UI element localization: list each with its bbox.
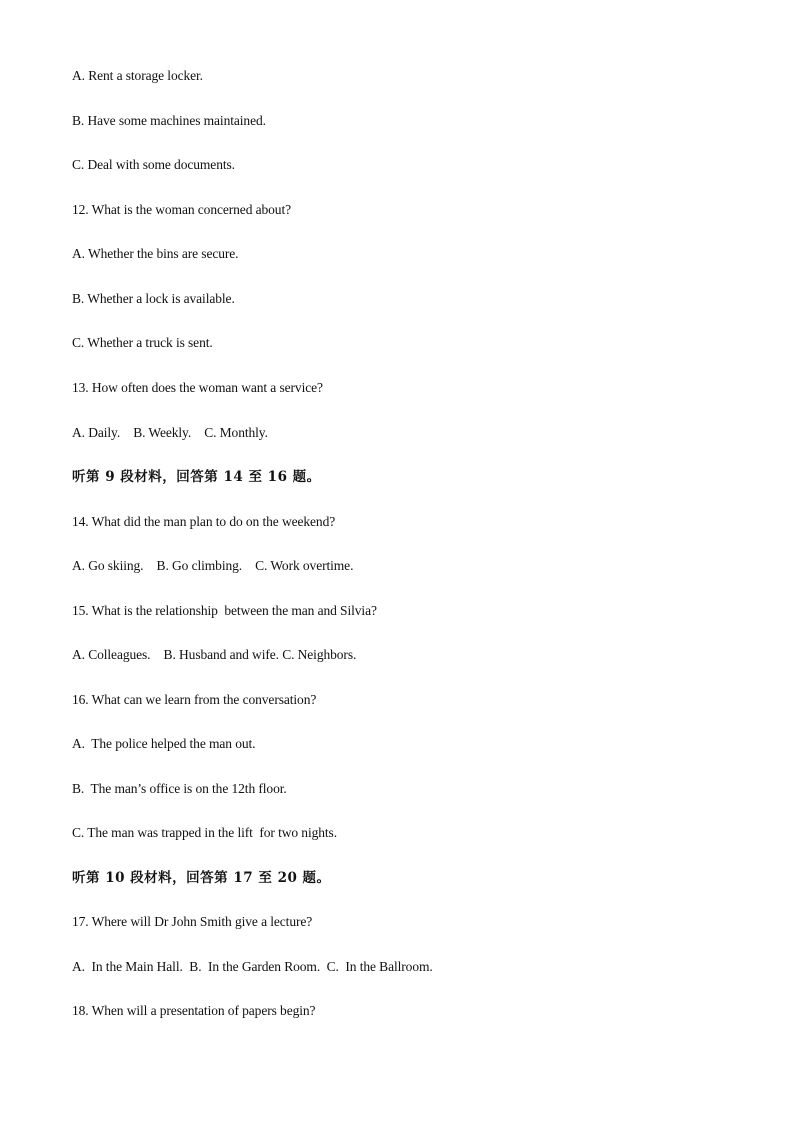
q13-options: A. Daily. B. Weekly. C. Monthly.	[72, 425, 268, 440]
question-15: 15. What is the relationship between the man and Silvia?	[72, 603, 377, 618]
q11-option-a: A. Rent a storage locker.	[72, 68, 203, 83]
q16-option-a: A. The police helped the man out.	[72, 736, 256, 751]
question-13: 13. How often does the woman want a service?	[72, 380, 323, 395]
q17-options: A. In the Main Hall. B. In the Garden Room. C. In the Ballroom.	[72, 959, 433, 974]
question-17: 17. Where will Dr John Smith give a lecture?	[72, 914, 313, 929]
q12-option-c: C. Whether a truck is sent.	[72, 335, 213, 350]
q12-option-b: B. Whether a lock is available.	[72, 291, 235, 306]
q14-options: A. Go skiing. B. Go climbing. C. Work overtime.	[72, 558, 354, 573]
q16-option-c: C. The man was trapped in the lift for two nights.	[72, 825, 337, 840]
q11-option-b: B. Have some machines maintained.	[72, 113, 266, 128]
question-14: 14. What did the man plan to do on the weekend?	[72, 514, 336, 529]
q16-option-b: B. The man’s office is on the 12th floor.	[72, 781, 287, 796]
section-heading-10: 听第 10 段材料，回答第 17 至 20 题。	[72, 870, 331, 886]
q11-option-c: C. Deal with some documents.	[72, 157, 235, 172]
question-12: 12. What is the woman concerned about?	[72, 202, 292, 217]
question-18: 18. When will a presentation of papers begin?	[72, 1003, 316, 1018]
q15-options: A. Colleagues. B. Husband and wife. C. Neighbors.	[72, 647, 357, 662]
section-heading-9: 听第 9 段材料，回答第 14 至 16 题。	[72, 469, 321, 485]
q12-option-a: A. Whether the bins are secure.	[72, 246, 239, 261]
question-16: 16. What can we learn from the conversation?	[72, 692, 317, 707]
